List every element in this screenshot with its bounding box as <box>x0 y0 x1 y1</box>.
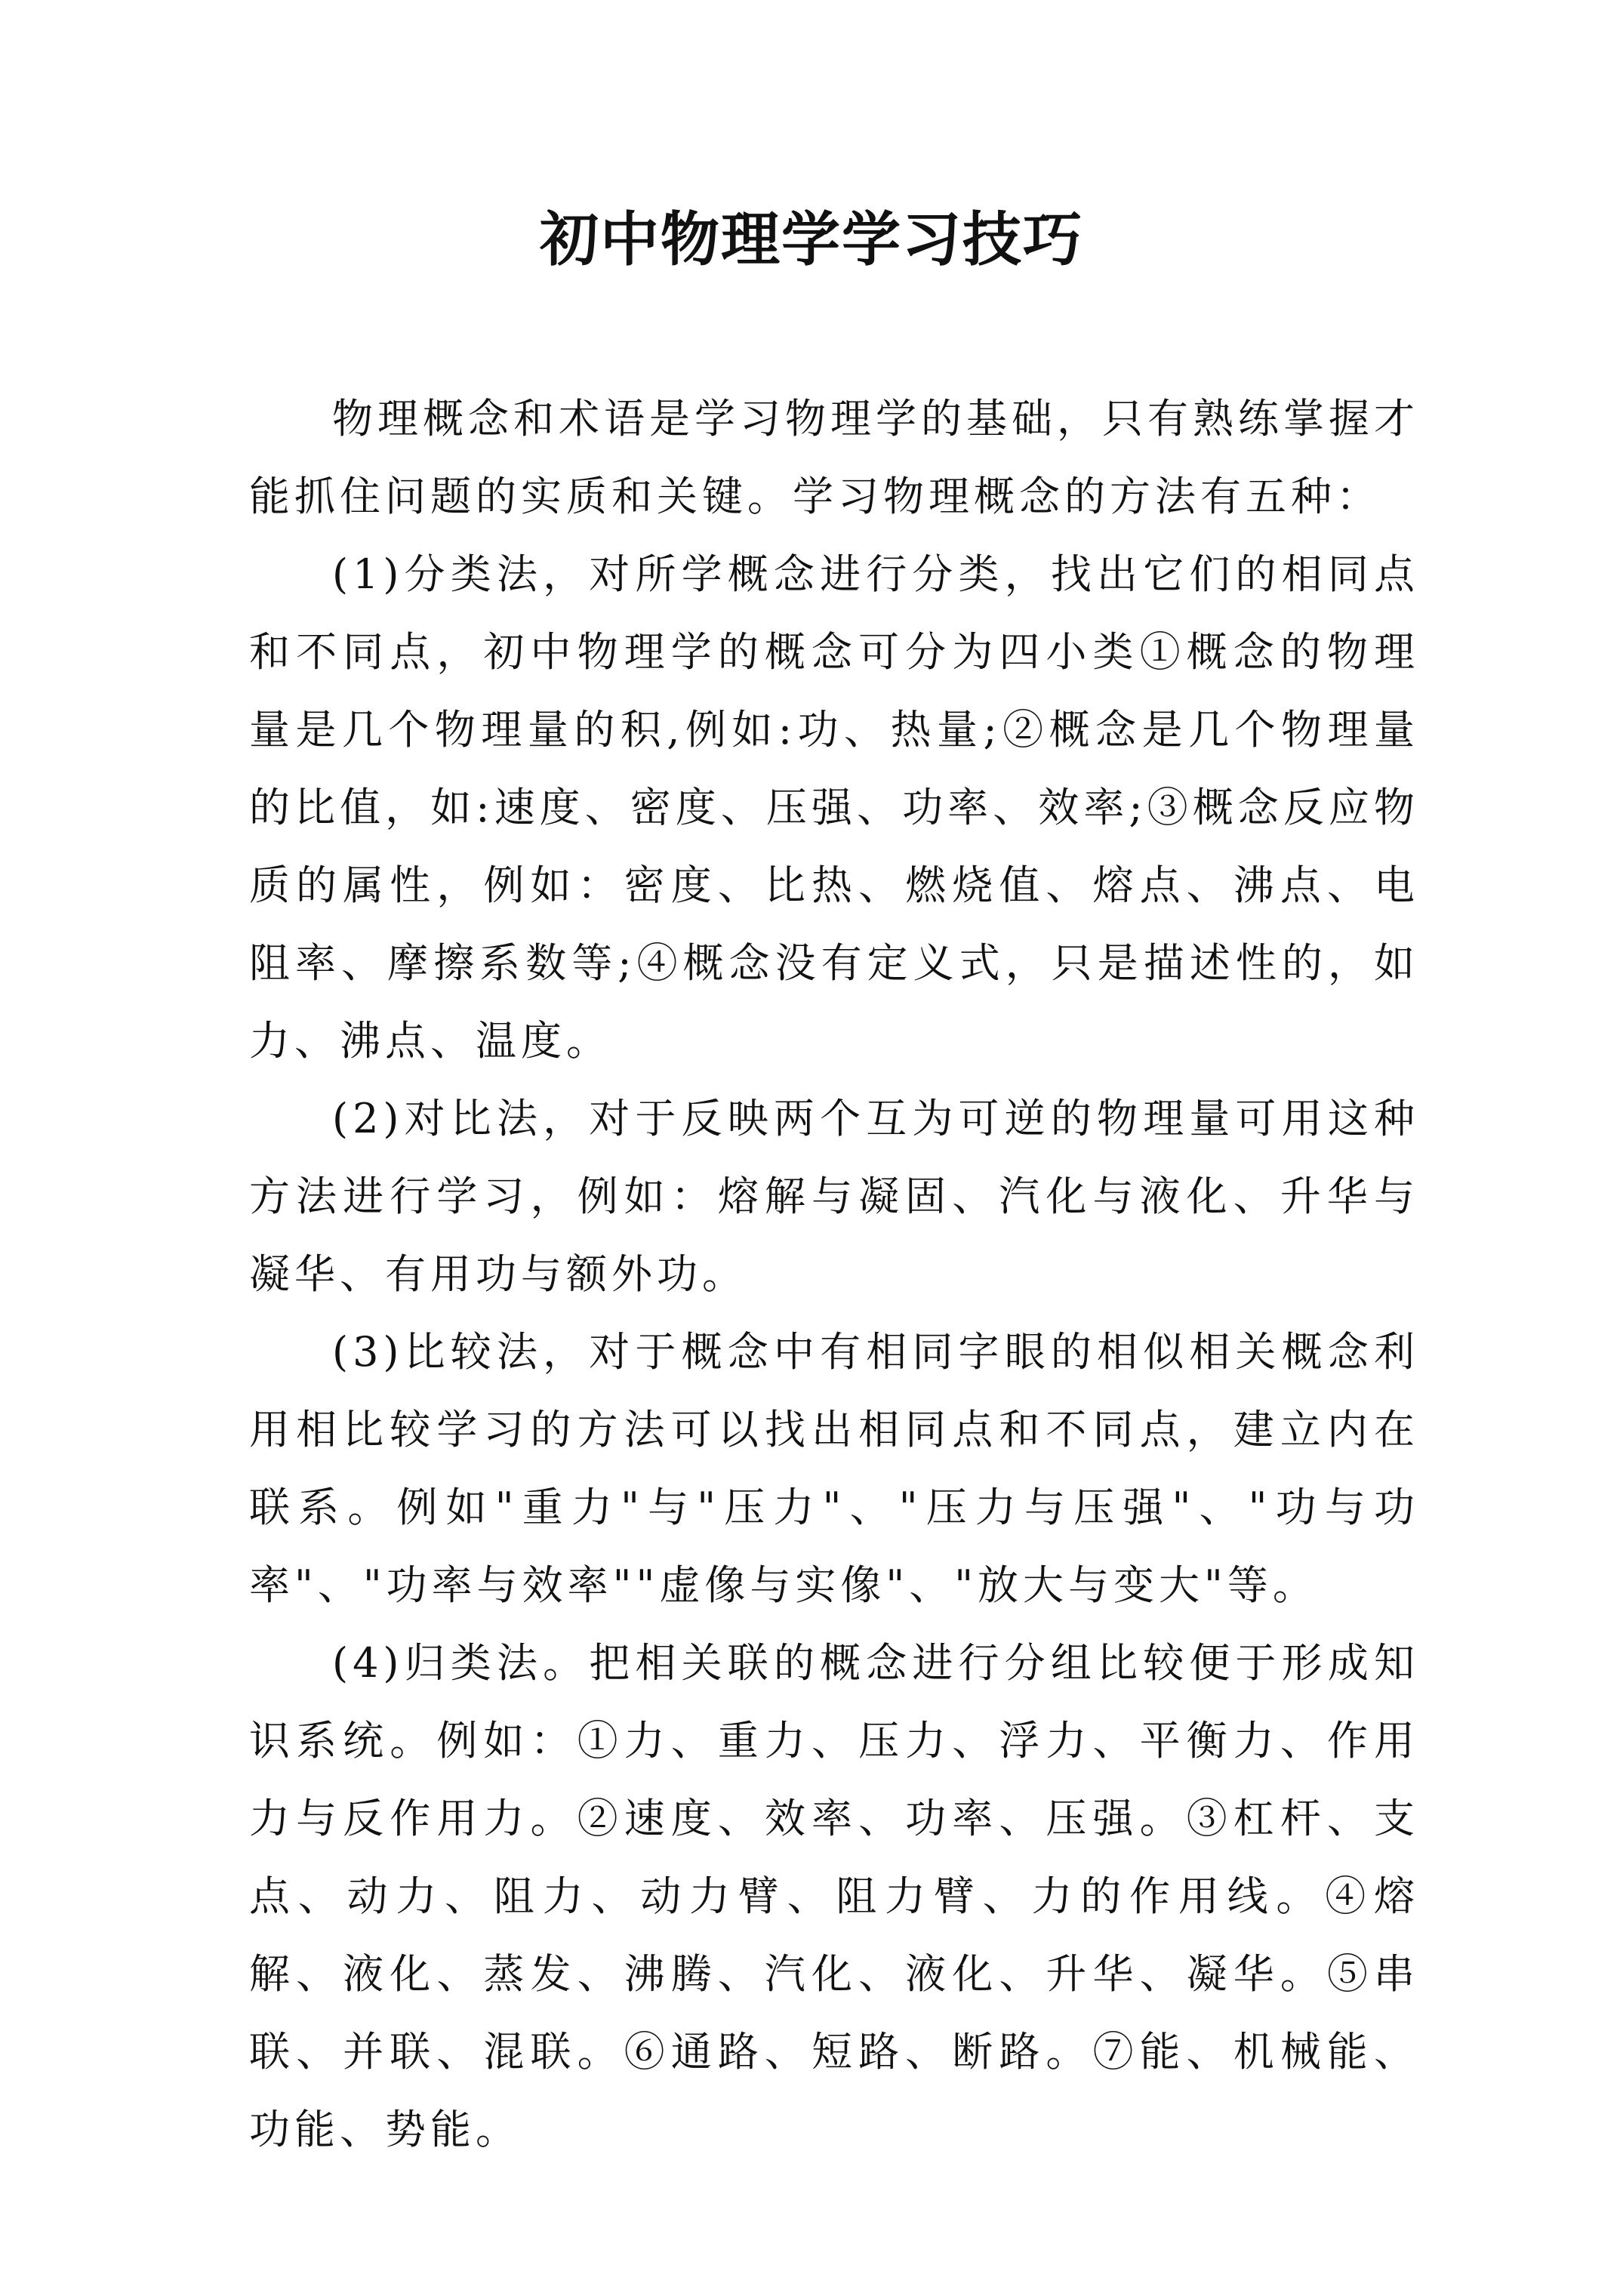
document-title: 初中物理学学习技巧 <box>539 205 1083 274</box>
paragraph-intro: 物理概念和术语是学习物理学的基础，只有熟练掌握才能抓住问题的实质和关键。学习物理概念的方法有五种： <box>249 395 1419 520</box>
paragraph-method-4: (4)归类法。把相关联的概念进行分组比较便于形成知识系统。例如：①力、重力、压力、浮力、平衡力、作用力与反作用力。②速度、效率、功率、压强。③杠杆、支点、动力、阻力、动力臂、阻力臂、力的作用线。④熔解、液化、蒸发、沸腾、汽化、液化、升华、凝华。⑤串联、并联、混联。⑥通路、短路、断路。⑦能、机械能、功能、势能。 <box>249 1639 1419 2153</box>
paragraph-method-3: (3)比较法，对于概念中有相同字眼的相似相关概念利用相比较学习的方法可以找出相同点和不同点，建立内在联系。例如"重力"与"压力"、"压力与压强"、"功与功率"、"功率与效率""虚像与实像"、"放大与变大"等。 <box>249 1328 1419 1609</box>
paragraph-method-2: (2)对比法，对于反映两个互为可逆的物理量可用这种方法进行学习，例如：熔解与凝固、汽化与液化、升华与凝华、有用功与额外功。 <box>249 1095 1419 1298</box>
paragraph-method-1: (1)分类法，对所学概念进行分类，找出它们的相同点和不同点，初中物理学的概念可分为四小类①概念的物理量是几个物理量的积,例如:功、热量;②概念是几个物理量的比值，如:速度、密度、压强、功率、效率;③概念反应物质的属性，例如：密度、比热、燃烧值、熔点、沸点、电阻率、摩擦系数等;④概念没有定义式，只是描述性的，如力、沸点、温度。 <box>249 550 1419 1065</box>
document-body <box>249 380 1419 2168</box>
